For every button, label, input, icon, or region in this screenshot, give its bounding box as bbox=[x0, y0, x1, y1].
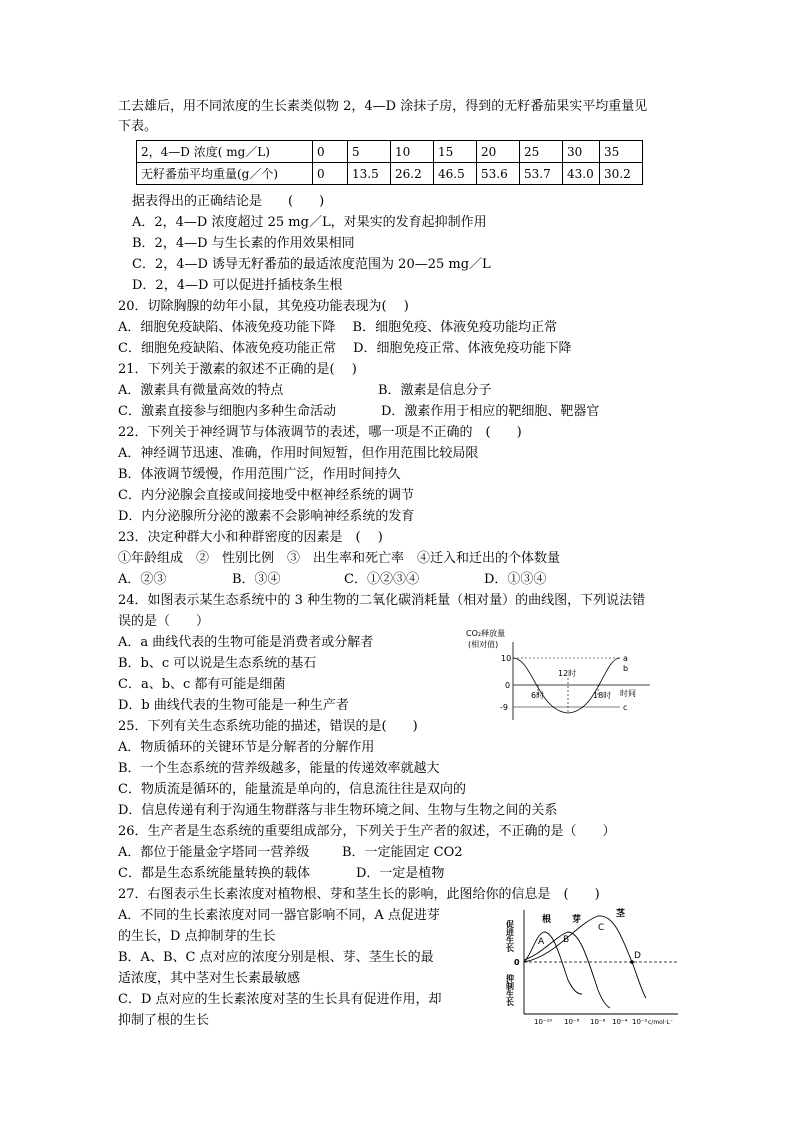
q21-option-d: D．激素作用于相应的靶细胞、靶器官 bbox=[381, 404, 600, 419]
fig27-tick-1: 10⁻¹⁰ bbox=[534, 1018, 553, 1026]
concentration-weight-table bbox=[136, 140, 643, 185]
intro-line-1: 工去雄后，用不同浓度的生长素类似物 2，4—D 涂抹子房，得到的无籽番茄果实平均重量见 bbox=[118, 99, 648, 114]
q22-stem: 22．下列关于神经调节与体液调节的表述，哪一项是不正确的 ( ) bbox=[118, 425, 522, 440]
table-cell: 25 bbox=[520, 141, 563, 163]
q23-option-c: C．①②③④ bbox=[344, 572, 419, 587]
q26-option-a: A．都位于能量金字塔同一营养级 bbox=[118, 845, 310, 860]
fig24-t12: 12时 bbox=[558, 669, 577, 678]
q26-option-b: B．一定能固定 CO2 bbox=[342, 845, 463, 860]
q24-option-a: A．a 曲线代表的生物可能是消费者或分解者 bbox=[118, 635, 374, 650]
q19-option-a: A．2，4—D 浓度超过 25 mg／L，对果实的发育起抑制作用 bbox=[132, 215, 487, 230]
q25-option-a: A．物质循环的关键环节是分解者的分解作用 bbox=[118, 740, 375, 755]
q23-option-a: A．②③ bbox=[118, 572, 167, 587]
fig24-curve-b bbox=[513, 658, 620, 713]
fig24-t18: 18时 bbox=[593, 691, 612, 700]
q23-stem: 23．决定种群大小和种群密度的因素是 ( ) bbox=[118, 530, 383, 545]
q19-option-b: B．2，4—D 与生长素的作用效果相同 bbox=[132, 236, 355, 251]
q27-option-a-line-1: A．不同的生长素浓度对同一器官影响不同，A 点促进芽 bbox=[118, 908, 440, 923]
q20-options-cd: C．细胞免疫缺陷、体液免疫功能正常 D．细胞免疫正常、体液免疫功能下降 bbox=[118, 341, 572, 356]
q24-stem-line-2: 误的是（ ） bbox=[118, 614, 210, 629]
q27-option-b-line-1: B．A、B、C 点对应的浓度分别是根、芽、茎生长的最 bbox=[118, 950, 434, 965]
table-cell: 30 bbox=[563, 141, 600, 163]
fig27-root-label: 根 bbox=[542, 915, 552, 925]
q22-option-b: B．体液调节缓慢，作用范围广泛，作用时间持久 bbox=[118, 467, 401, 482]
fig24-y-top: 10 bbox=[501, 654, 512, 663]
q19-option-d: D．2，4—D 可以促进扦插枝条生根 bbox=[132, 278, 343, 293]
fig27-tick-4: 10⁻⁴ bbox=[612, 1018, 628, 1026]
fig27-tick-5: 10⁻² bbox=[632, 1018, 648, 1026]
q27-option-a-line-2: 的生长，D 点抑制芽的生长 bbox=[118, 929, 276, 944]
q25-option-b: B．一个生态系统的营养级越多，能量的传递效率就越大 bbox=[118, 761, 440, 776]
fig27-point-b-label: B bbox=[563, 935, 570, 945]
table-cell: 46.5 bbox=[434, 163, 477, 185]
table-cell: 53.7 bbox=[520, 163, 563, 185]
q23-option-d: D．①③④ bbox=[484, 572, 547, 587]
table-cell: 26.2 bbox=[391, 163, 434, 185]
table-cell: 30.2 bbox=[600, 163, 643, 185]
co2-release-figure bbox=[460, 626, 660, 726]
table-cell: 10 bbox=[391, 141, 434, 163]
fig27-tick-2: 10⁻⁸ bbox=[564, 1018, 580, 1026]
intro-line-2: 下表。 bbox=[118, 119, 158, 134]
q25-option-d: D．信息传递有利于沟通生物群落与非生物环境之间、生物与生物之间的关系 bbox=[118, 803, 558, 818]
fig27-point-d-label: D bbox=[634, 951, 641, 961]
q22-option-a: A．神经调节迅速、准确，作用时间短暂，但作用范围比较局限 bbox=[118, 446, 479, 461]
fig24-xlabel: 时间 bbox=[620, 689, 636, 698]
q24-option-b: B．b、c 可以说是生态系统的基石 bbox=[118, 656, 317, 671]
fig27-bud-label: 芽 bbox=[572, 915, 582, 925]
q23-option-b: B．③④ bbox=[232, 572, 281, 587]
table-cell: 53.6 bbox=[477, 163, 520, 185]
q23-items: ①年龄组成 ② 性别比例 ③ 出生率和死亡率 ④迁入和迁出的个体数量 bbox=[118, 551, 561, 566]
table-row-concentration bbox=[137, 141, 643, 163]
q21-stem: 21．下列关于激素的叙述不正确的是( ) bbox=[118, 362, 357, 377]
fig27-point-c-label: C bbox=[598, 923, 605, 933]
q26-option-d: D．一定是植物 bbox=[356, 866, 445, 881]
q19-stem: 据表得出的正确结论是 ( ) bbox=[132, 194, 325, 209]
q20-stem: 20．切除胸腺的幼年小鼠，其免疫功能表现为( ) bbox=[118, 299, 409, 314]
auxin-response-figure bbox=[506, 902, 684, 1028]
q25-option-c: C．物质流是循环的，能量流是单向的，信息流往往是双向的 bbox=[118, 782, 466, 797]
fig24-y-bottom: -9 bbox=[500, 703, 508, 712]
q22-option-c: C．内分泌腺会直接或间接地受中枢神经系统的调节 bbox=[118, 488, 414, 503]
table-cell: 15 bbox=[434, 141, 477, 163]
q27-option-b-line-2: 适浓度，其中茎对生长素最敏感 bbox=[118, 971, 301, 986]
q25-stem: 25．下列有关生态系统功能的描述，错误的是( ) bbox=[118, 719, 418, 734]
q22-option-d: D．内分泌腺所分泌的激素不会影响神经系统的发育 bbox=[118, 509, 415, 524]
fig24-t6: 6时 bbox=[531, 691, 545, 700]
fig27-stem-curve bbox=[524, 916, 646, 998]
table-cell: 5 bbox=[348, 141, 391, 163]
q24-option-c: C．a、b、c 都有可能是细菌 bbox=[118, 677, 286, 692]
table-cell: 20 bbox=[477, 141, 520, 163]
fig27-y-inhibit-label: 抑制生长 bbox=[506, 974, 515, 1006]
svg-text:促进生长: 促进生长 bbox=[506, 920, 515, 952]
q27-option-c-line-1: C．D 点对应的生长素浓度对茎的生长具有促进作用，却 bbox=[118, 992, 442, 1007]
table-cell: 无籽番茄平均重量(g／个) bbox=[137, 163, 313, 185]
q26-option-c: C．都是生态系统能量转换的载体 bbox=[118, 866, 310, 881]
fig27-y-zero: 0 bbox=[514, 958, 520, 967]
table-cell: 43.0 bbox=[563, 163, 600, 185]
table-cell: 35 bbox=[600, 141, 643, 163]
fig27-y-promote-label bbox=[506, 919, 515, 953]
fig24-label-c: c bbox=[623, 703, 628, 712]
q20-options-ab: A．细胞免疫缺陷、体液免疫功能下降 B．细胞免疫、体液免疫功能均正常 bbox=[118, 320, 558, 335]
table-cell: 0 bbox=[313, 163, 348, 185]
fig24-ylabel-1: CO₂释放量 bbox=[466, 629, 506, 638]
fig24-y-zero: 0 bbox=[505, 681, 511, 690]
table-row-weight bbox=[137, 163, 643, 185]
table-cell: 0 bbox=[313, 141, 348, 163]
q21-option-a: A．激素具有微量高效的特点 bbox=[118, 383, 284, 398]
q21-option-c: C．激素直接参与细胞内多种生命活动 bbox=[118, 404, 336, 419]
q27-option-c-line-2: 抑制了根的生长 bbox=[118, 1013, 210, 1028]
q21-option-b: B．激素是信息分子 bbox=[378, 383, 492, 398]
q24-option-d: D．b 曲线代表的生物可能是一种生产者 bbox=[118, 698, 349, 713]
fig27-stem-label: 茎 bbox=[616, 909, 626, 919]
fig27-point-a-label: A bbox=[538, 937, 545, 947]
table-cell: 13.5 bbox=[348, 163, 391, 185]
fig24-label-a: a bbox=[623, 654, 628, 663]
fig27-tick-3: 10⁻⁶ bbox=[590, 1018, 606, 1026]
fig24-ylabel-2: (相对值) bbox=[468, 640, 499, 649]
q24-stem-line-1: 24．如图表示某生态系统中的 3 种生物的二氧化碳消耗量（相对量）的曲线图，下列说法错 bbox=[118, 593, 646, 608]
fig27-x-unit: c/mol·L⁻ bbox=[648, 1019, 673, 1026]
table-cell: 2，4—D 浓度( mg／L) bbox=[137, 141, 313, 163]
q19-option-c: C．2，4—D 诱导无籽番茄的最适浓度范围为 20—25 mg／L bbox=[132, 257, 491, 272]
q26-stem: 26．生产者是生态系统的重要组成部分，下列关于生产者的叙述，不正确的是（ ） bbox=[118, 824, 616, 839]
q27-stem: 27．右图表示生长素浓度对植物根、芽和茎生长的影响，此图给你的信息是 ( ) bbox=[118, 887, 600, 902]
fig24-label-b: b bbox=[623, 664, 629, 673]
